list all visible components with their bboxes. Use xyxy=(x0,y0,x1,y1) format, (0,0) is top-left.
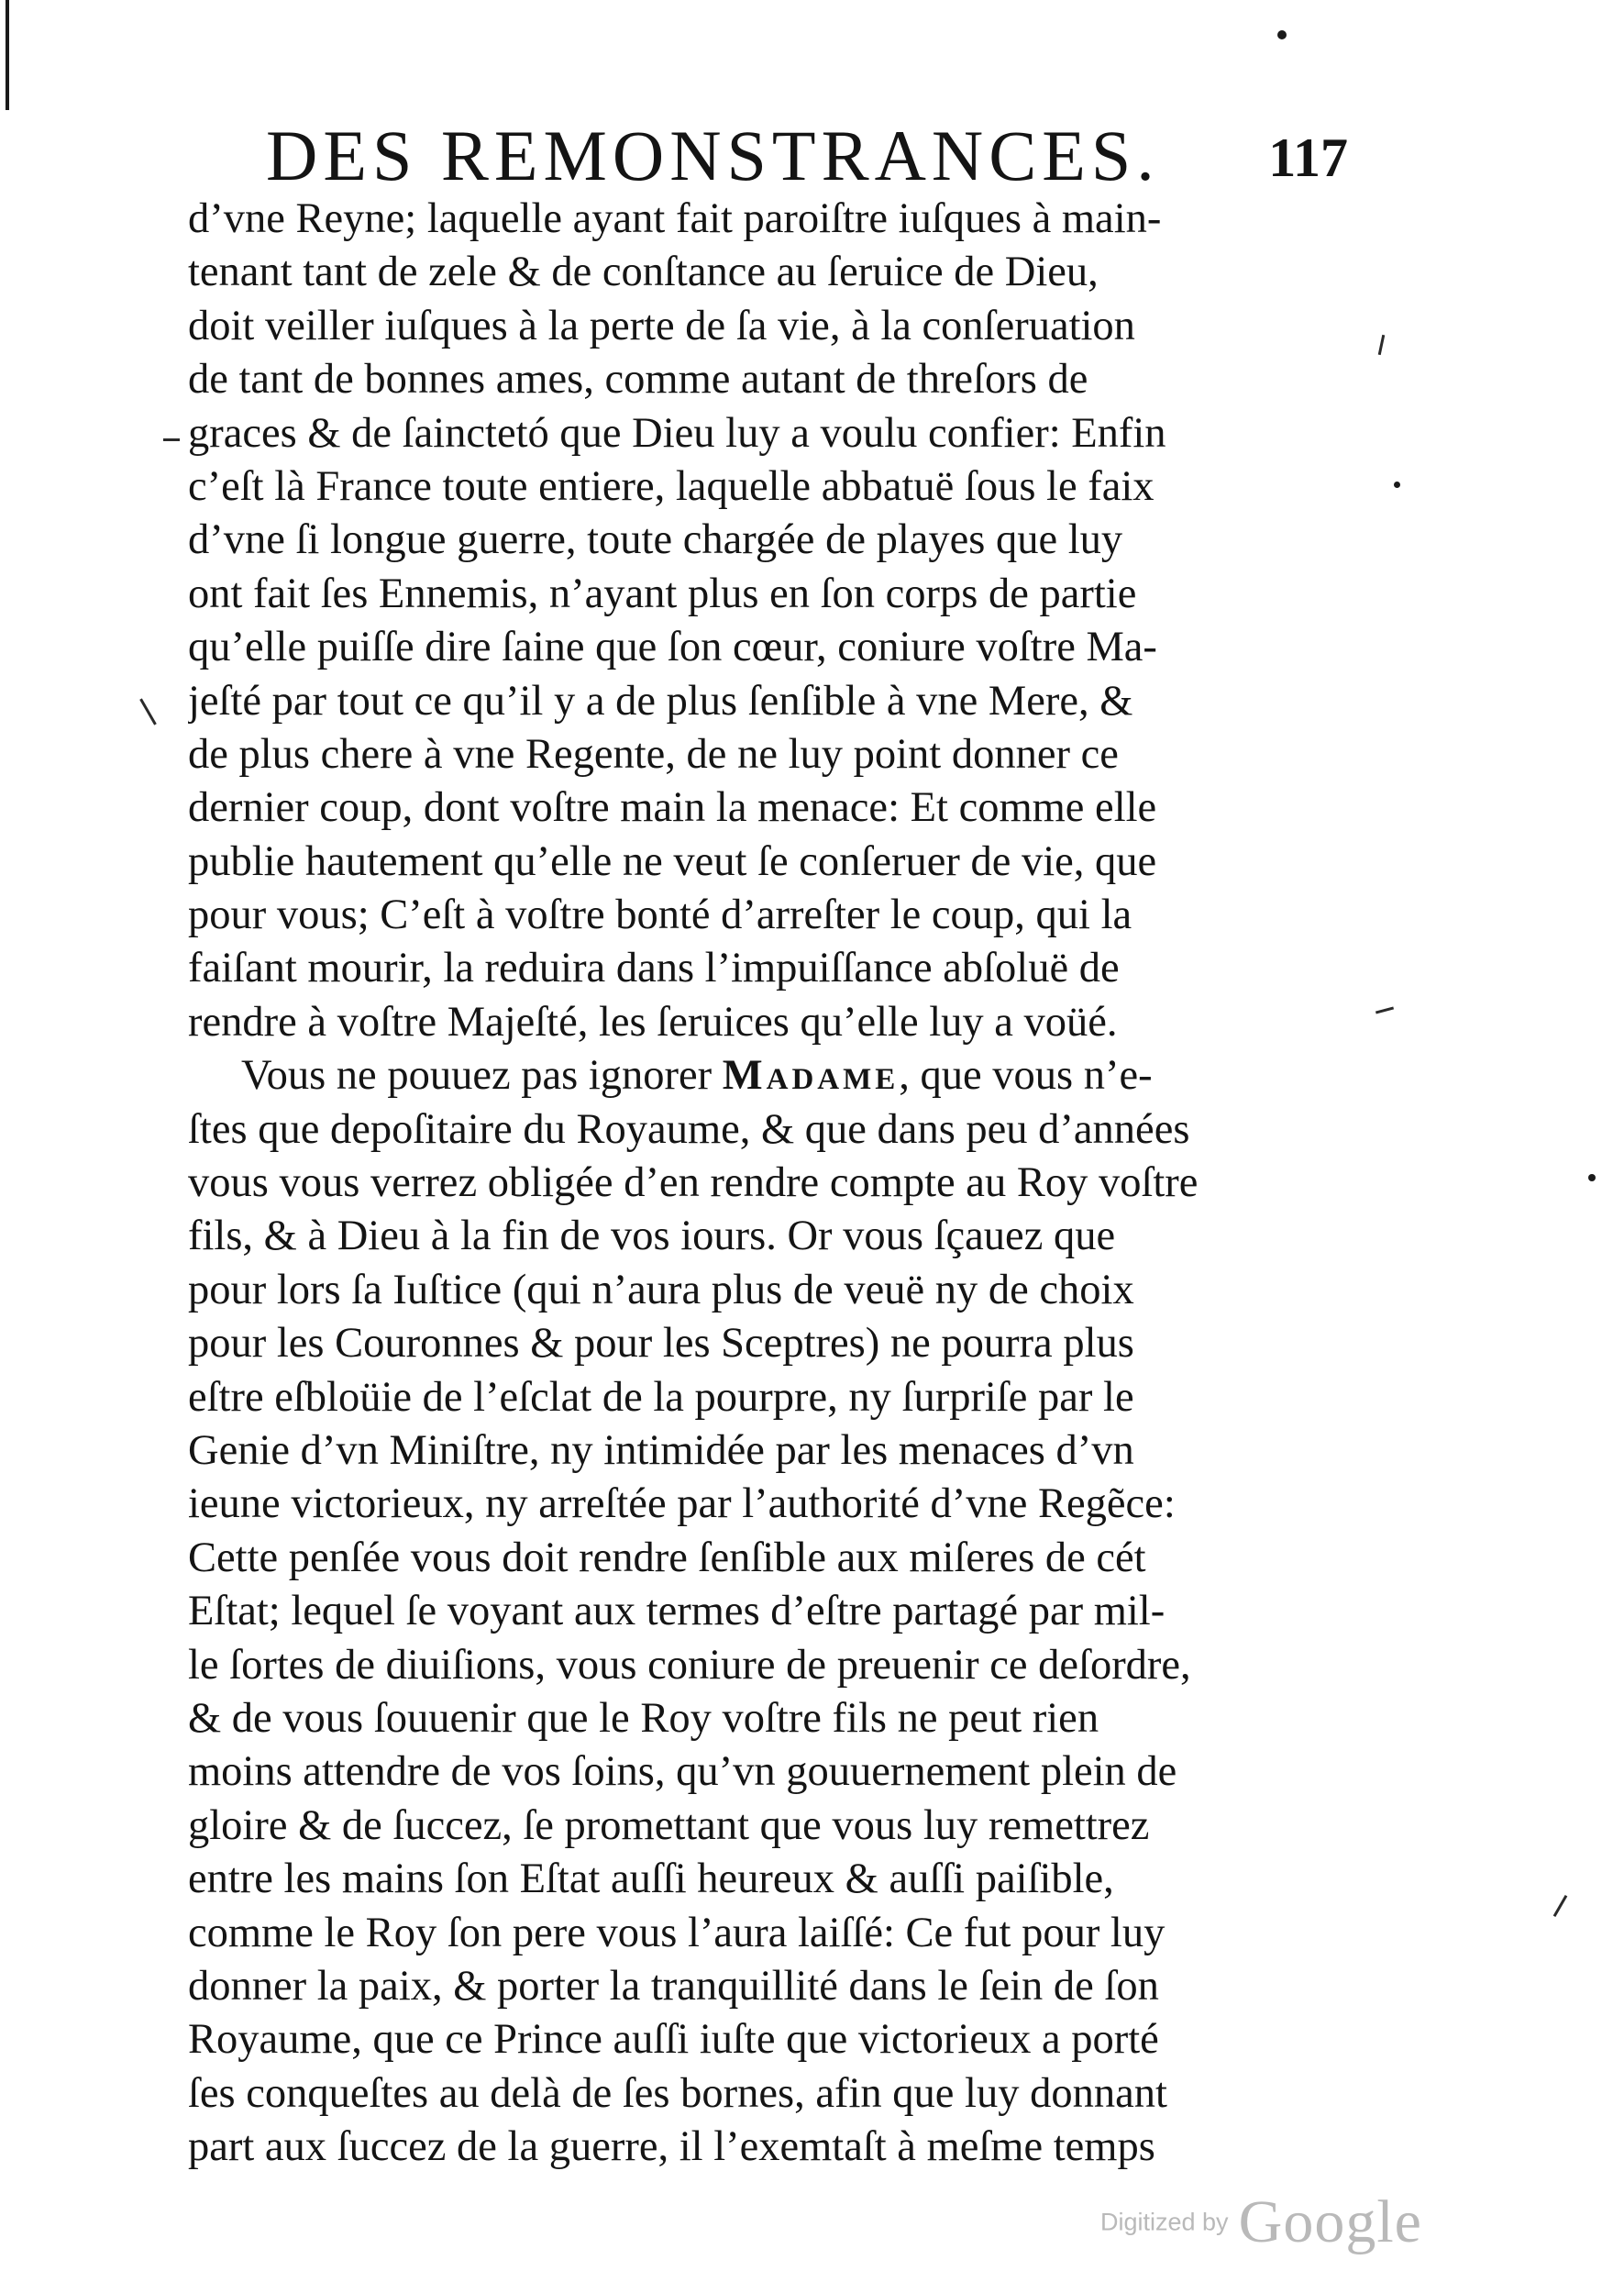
text-line: graces & de ſainctetó que Dieu luy a voulu confier: Enfin xyxy=(188,409,1166,457)
text-line: publie hautement qu’elle ne veut ſe conſeruer de vie, que xyxy=(188,837,1157,885)
page-header xyxy=(266,112,1348,200)
text-line: Genie d’vn Miniſtre, ny intimidée par les menaces d’vn xyxy=(188,1426,1134,1474)
small-caps-address: Madame xyxy=(722,1052,900,1100)
watermark-prefix: Digitized by xyxy=(1100,2208,1229,2236)
text-line: dernier coup, dont voſtre main la menace: Et comme elle xyxy=(188,784,1157,832)
text-run: , que vous n’e- xyxy=(899,1052,1153,1100)
running-title: DES REMONSTRANCES. xyxy=(266,116,1160,195)
text-line: Eſtat; lequel ſe voyant aux termes d’eſtre partagé par mil- xyxy=(188,1588,1166,1635)
ink-speck xyxy=(1277,30,1287,39)
text-line: le ſortes de diuiſions, vous coniure de preuenir ce deſordre, xyxy=(188,1641,1191,1689)
text-line: ont fait ſes Ennemis, n’ayant plus en ſon corps de partie xyxy=(188,570,1137,617)
text-line: tenant tant de zele & de conſtance au ſeruice de Dieu, xyxy=(188,249,1099,296)
text-line: fils, & à Dieu à la fin de vos iours. Or vous ſçauez que xyxy=(188,1213,1116,1260)
digitized-watermark xyxy=(1100,2188,1467,2261)
body-text xyxy=(188,193,1357,2174)
ink-speck xyxy=(1394,482,1400,488)
text-line: moins attendre de vos ſoins, qu’vn gouuernement plein de xyxy=(188,1748,1177,1796)
text-line: jeſté par tout ce qu’il y a de plus ſenſible à vne Mere, & xyxy=(188,677,1133,725)
text-line: pour les Couronnes & pour les Sceptres) ne pourra plus xyxy=(188,1320,1134,1368)
text-line: d’vne Reyne; laquelle ayant fait paroiſtre iuſques à main- xyxy=(188,195,1162,242)
text-line: vous vous verrez obligée d’en rendre compte au Roy voſtre xyxy=(188,1159,1199,1207)
text-line: qu’elle puiſſe dire ſaine que ſon cœur, coniure voſtre Ma- xyxy=(188,624,1157,671)
text-line: gloire & de ſuccez, ſe promettant que vous luy remettrez xyxy=(188,1801,1150,1849)
text-line: pour vous; C’eſt à voſtre bonté d’arreſter le coup, qui la xyxy=(188,892,1132,939)
page-number: 117 xyxy=(1268,127,1348,188)
margin-mark xyxy=(1378,335,1386,355)
text-line: part aux ſuccez de la guerre, il l’exemtaſt à meſme temps xyxy=(188,2123,1155,2171)
ink-speck xyxy=(1588,1174,1596,1181)
margin-mark xyxy=(1553,1895,1568,1917)
text-line: d’vne ſi longue guerre, toute chargée de playes que luy xyxy=(188,516,1123,564)
text-line: comme le Roy ſon pere vous l’aura laiſſé: Ce fut pour luy xyxy=(188,1909,1166,1956)
google-logo: Google xyxy=(1238,2188,1422,2255)
margin-mark xyxy=(163,438,180,441)
text-line: ſes conqueſtes au delà de ſes bornes, afin que luy donnant xyxy=(188,2069,1167,2117)
text-line: c’eſt là France toute entiere, laquelle abbatuë ſous le faix xyxy=(188,462,1154,510)
margin-mark xyxy=(1375,1006,1394,1014)
text-line: pour lors ſa Iuſtice (qui n’aura plus de veuë ny de choix xyxy=(188,1266,1134,1313)
text-line: ſtes que depoſitaire du Royaume, & que dans peu d’années xyxy=(188,1105,1190,1153)
text-line: Cette penſée vous doit rendre ſenſible aux miſeres de cét xyxy=(188,1534,1146,1581)
text-line: doit veiller iuſques à la perte de ſa vie, à la conſeruation xyxy=(188,302,1135,349)
margin-mark xyxy=(139,698,157,725)
text-line: & de vous ſouuenir que le Roy voſtre fils ne peut rien xyxy=(188,1694,1099,1742)
text-line: de plus chere à vne Regente, de ne luy point donner ce xyxy=(188,730,1119,778)
text-line: entre les mains ſon Eſtat auſſi heureux & auſſi paiſible, xyxy=(188,1855,1114,1903)
text-line: eſtre eſbloüie de l’eſclat de la pourpre, ny ſurpriſe par le xyxy=(188,1373,1134,1421)
text-line: ieune victorieux, ny arreſtée par l’authorité d’vne Regẽce: xyxy=(188,1480,1176,1528)
text-line: rendre à voſtre Majeſté, les ſeruices qu’elle luy a voüé. xyxy=(188,998,1118,1046)
text-line: Royaume, que ce Prince auſſi iuſte que victorieux a porté xyxy=(188,2016,1159,2064)
text-line: de tant de bonnes ames, comme autant de threſors de xyxy=(188,356,1088,404)
paragraph-opening-line xyxy=(188,1049,1357,1102)
text-line: donner la paix, & porter la tranquillité dans le ſein de ſon xyxy=(188,1962,1159,2010)
text-line: faiſant mourir, la reduira dans l’impuiſſance abſoluë de xyxy=(188,945,1120,992)
page-edge-rule xyxy=(6,0,9,110)
text-run: Vous ne pouuez pas ignorer xyxy=(241,1052,723,1100)
